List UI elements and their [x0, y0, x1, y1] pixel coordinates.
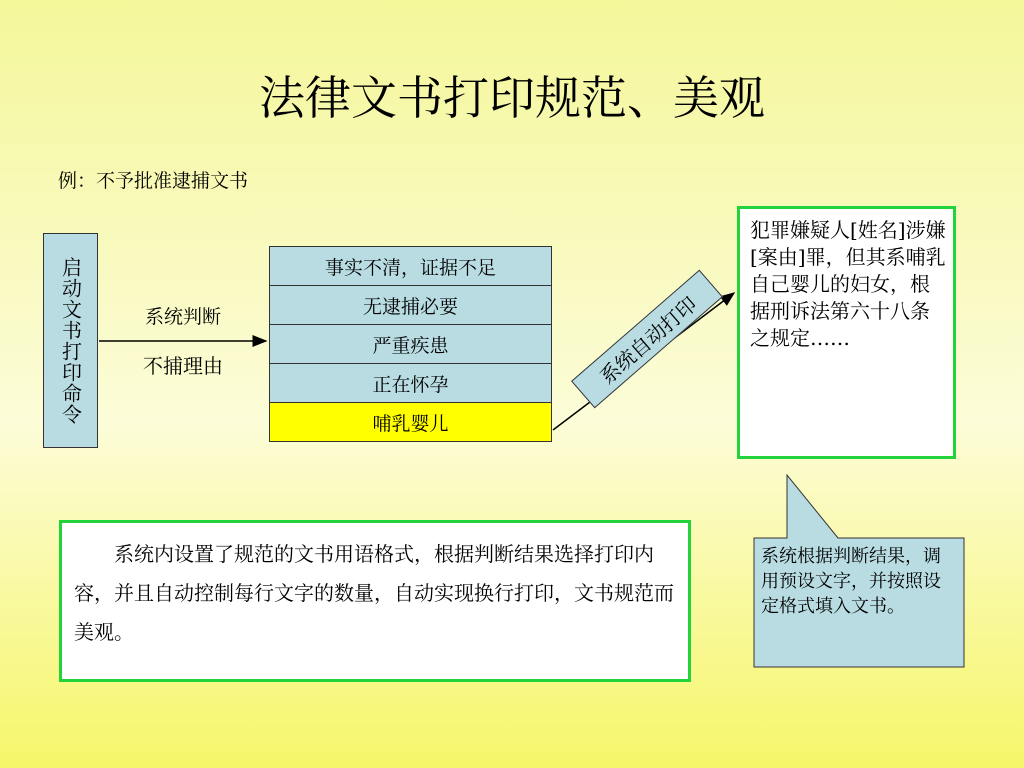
system-judge-label: 系统判断: [144, 306, 221, 328]
reason-row-insufficient-evidence: 事实不清，证据不足: [269, 246, 552, 286]
reason-table: [269, 246, 552, 442]
start-print-command-box: [43, 233, 98, 448]
description-box: [59, 520, 691, 682]
description-text: 系统内设置了规范的文书用语格式，根据判断结果选择打印内容，并且自动控制每行文字的数量，自动实现换行打印，文书规范而美观。: [74, 542, 674, 644]
generated-text-box: 犯罪嫌疑人[姓名]涉嫌[案由]罪，但其系哺乳自己婴儿的妇女，根据刑诉法第六十八条之规定……: [737, 206, 956, 459]
reason-row-serious-illness: 严重疾患: [269, 324, 552, 364]
page-title: 法律文书打印规范、美观: [259, 71, 765, 125]
example-label: 例：不予批准逮捕文书: [58, 170, 249, 192]
reason-row-breastfeeding: 哺乳婴儿: [269, 402, 552, 442]
reason-row-pregnant: 正在怀孕: [269, 363, 552, 403]
callout-text: 系统根据判断结果，调用预设文字，并按照设定格式填入文书。: [761, 546, 941, 617]
reason-row-no-necessity: 无逮捕必要: [269, 285, 552, 325]
auto-print-label: 系统自动打印: [571, 270, 723, 409]
no-arrest-reason-label: 不捕理由: [143, 354, 223, 378]
start-print-command-label: 启动文书打印命令: [58, 256, 83, 425]
